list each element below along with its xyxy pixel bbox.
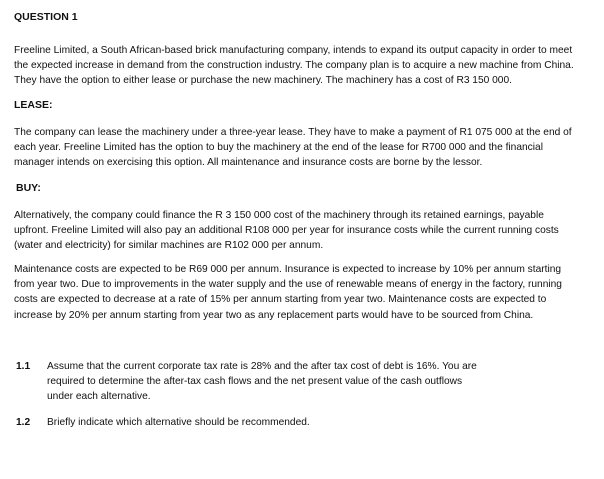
question-number: 1.1 <box>16 361 31 372</box>
question-title: QUESTION 1 <box>14 11 78 23</box>
intro-paragraph: Freeline Limited, a South African-based brick manufacturing company, intends to expand its output capacity in order to meet the expected increase in demand from the construction industry. The company plan is to acquire a new machine from China. They have the option to either lease or purchase the new machinery. The machinery has a cost of R3 150 000. <box>14 45 574 87</box>
maintenance-paragraph: Maintenance costs are expected to be R69 000 per annum. Insurance is expected to increase by 10% per annum starting from year two. Due to improvements in the water supply and the use of renewable means of energy in the factory, running costs are expected to decrease at a rate of 15% per annum starting from year two. Maintenance costs are expected to increase by 20% per annum starting from year two as any replacement parts would have to be sourced from China. <box>14 264 562 321</box>
lease-paragraph: The company can lease the machinery under a three-year lease. They have to make a payment of R1 075 000 at the end of each year. Freeline Limited has the option to buy the machinery at the end of the lease for R700 000 and the financial manager intends on exercising this option. All maintenance and insurance costs are borne by the lessor. <box>14 127 572 169</box>
lease-heading: LEASE: <box>14 99 53 111</box>
question-text: Briefly indicate which alternative should be recommended. <box>47 417 310 428</box>
question-number: 1.2 <box>16 417 31 428</box>
buy-paragraph: Alternatively, the company could finance the R 3 150 000 cost of the machinery through its retained earnings, payable upfront. Freeline Limited will also pay an additional R108 000 per year for insurance costs while the current running costs (water and electricity) for similar machines are R102 000 per annum. <box>14 210 559 252</box>
question-text: Assume that the current corporate tax rate is 28% and the after tax cost of debt is 16%. You are required to determine the after-tax cash flows and the net present value of the cash outflows under each alternative. <box>47 361 477 403</box>
buy-heading: BUY: <box>16 182 41 194</box>
